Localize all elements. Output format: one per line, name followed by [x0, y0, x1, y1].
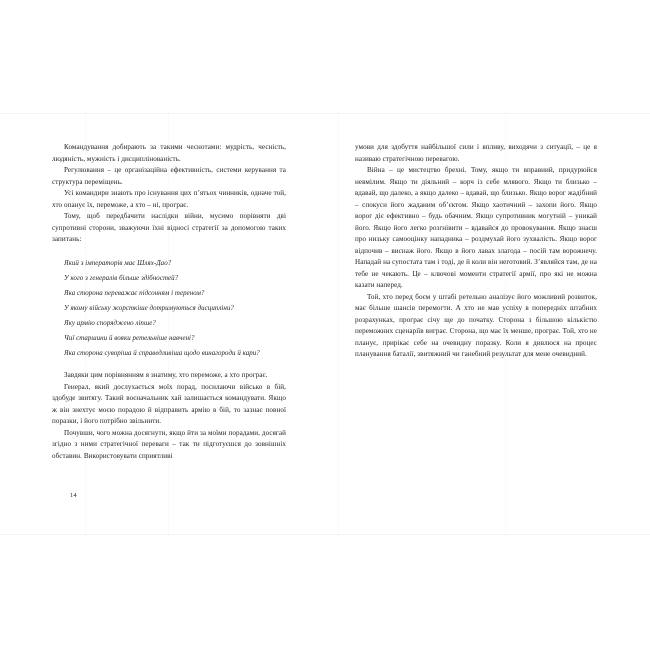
question-item: Чиї старшини й вояки ретельніше навчені?: [64, 335, 195, 343]
paragraph: Той, хто перед боєм у штабі ретельно аналізує його можливий розвиток, має більше шансів перемогти. А хто не мав успіху в попередніх штабних розрахунках, програє січу ще до початку. Сторона з більшою кількістю переможних сценаріїв виграє. Сторона, що має їх менше, програє. Той, хто не планує, прирікає себе на очевидну поразку. Коли я дивлюся на процес планування баталії, звитяжний чи ганебний результат для мене очевидний.: [355, 292, 597, 359]
paragraph: Командування добирають за такими чеснотами: мудрість, чесність, людяність, мужність і дисциплінованість.: [52, 143, 286, 163]
paragraph: умови для здобуття найбільшої сили і впливу, виходячи з ситуації, – це я називаю стратегічною перевагою.: [355, 143, 597, 163]
question-item: Яка сторона суворіша й справедливіша щодо винагороди й кари?: [64, 350, 260, 358]
question-item: Яка сторона переважає підсонням і тереном?: [64, 289, 205, 297]
paragraph: Тому, щоб передбачити наслідки війни, мусимо порівняти дві супротивні сторони, зважуючи їхні відносі стратегії за допомогою таких запитань:: [52, 212, 286, 244]
paragraph: Завдяки цим порівнянням я знатиму, хто переможе, а хто програє.: [64, 371, 268, 380]
question-list: [52, 256, 286, 362]
paragraph: Усі командири знають про існування цих п’ятьох чинників, одначе той, хто опанує їх, переможе, а хто – ні, програє.: [52, 189, 286, 209]
right-page: [325, 114, 650, 536]
left-page-textblock: [52, 142, 286, 462]
paragraph: Почувши, чого можна досягнути, якщо йти за моїми порадами, досягай згідно з ними стратегічної переваги – так ти підготуєшся до зовнішніх обставин. Використовувати сприятливі: [52, 428, 286, 460]
question-item: Яку армію споряджено ліпше?: [64, 320, 156, 328]
left-page: [0, 114, 325, 536]
right-page-textblock: [355, 142, 597, 361]
question-item: У якому війську жорсткіше дотримуються дисципліни?: [64, 304, 234, 312]
book-spread: [0, 113, 650, 535]
page-number: 14: [70, 492, 77, 499]
paragraph: Генерал, який дослухається моїх порад, посилаючи військо в бій, здобуде звитягу. Такий воєначальник хай залишається командувати. Якщо ж він знехтує моєю порадою й відправить армію в бій, то зазнає повної поразки, і його потрібно звільнити.: [52, 382, 286, 426]
paragraph: Регулювання – це організаційна ефективність, системи керування та структура переміщень.: [52, 166, 286, 186]
question-item: Який з імператорів має Шлях-Дао?: [64, 259, 172, 267]
paragraph: Війна – це мистецтво брехні. Тому, якщо ти вправний, придурюйся невмілим. Якщо ти діяльний – корч із себе млявого. Якщо ти близько – вдавай, що далеко, а якщо далеко – вдавай, що близько. Якщо ворог жадібний – спокуси його жаданим об’єктом. Якщо хаотичний – захопи його. Якщо ворог діє ефективно – будь обачним. Якщо супротивник могутній – уникай його. Якщо його легко розгнівити – вдавайся до провокування. Якщо знаєш про низьку самооцінку нападника – роздмухай його зухвалість. Якщо ворог відпочив – виснаж його. Якщо в його лавах злагода – посій там ворожнечу. Нападай на супостата там і тоді, де й коли він неготовий. З’являйся там, де на тебе не чекають. Це – ключові моменти стратегії армії, про які не можна казати наперед.: [355, 166, 597, 290]
question-item: У кого з генералів більше здібностей?: [64, 274, 179, 282]
